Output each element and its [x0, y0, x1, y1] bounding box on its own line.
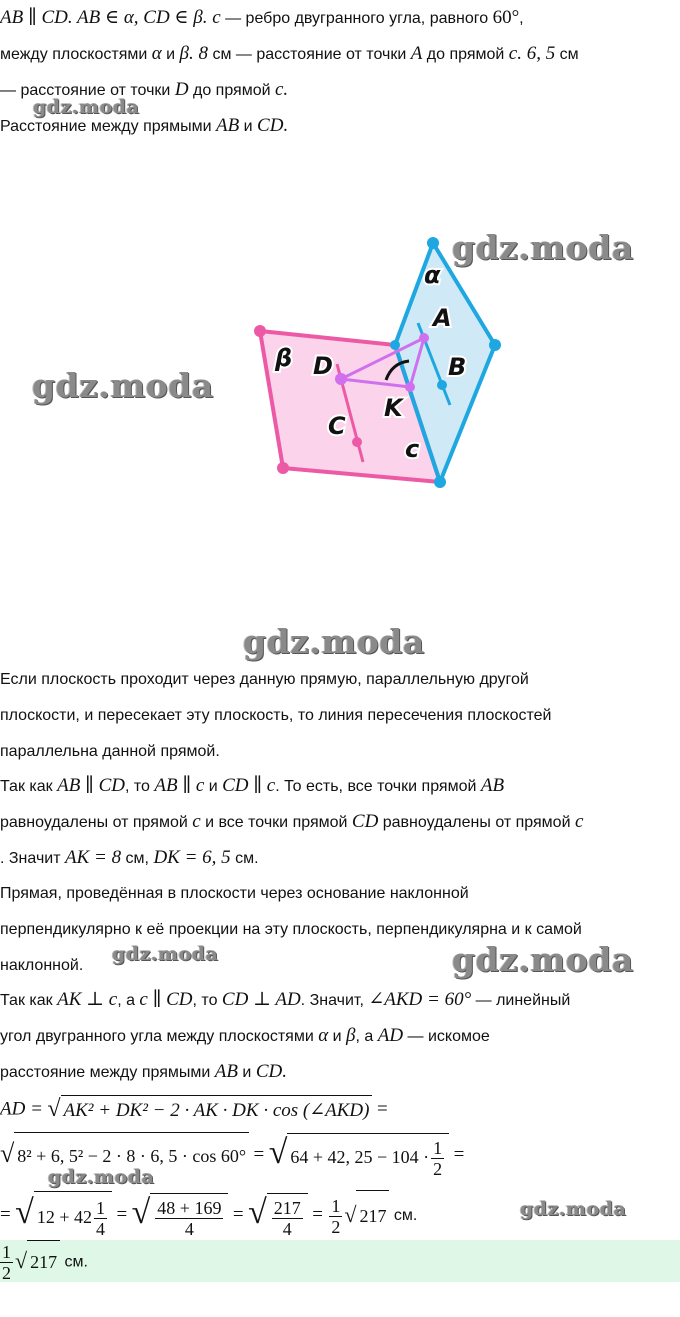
denominator: 4 — [282, 1219, 292, 1240]
radicand — [34, 1191, 112, 1244]
math: AB ∥ CD. AB ∈ α, CD ∈ β. c — [0, 7, 221, 28]
equals: = — [453, 1144, 465, 1166]
text: см. — [230, 850, 259, 867]
text: — расстояние от точки — [0, 82, 175, 99]
solution-line-1 — [0, 668, 529, 692]
formula-line-3 — [0, 1188, 417, 1244]
math: AB — [480, 775, 505, 796]
text: , — [519, 10, 524, 27]
text: см — расстояние от точки — [208, 46, 411, 63]
unit: см. — [60, 1253, 88, 1271]
text: и — [239, 118, 258, 135]
watermark: gdz.moda — [243, 622, 425, 661]
label-d: D — [313, 352, 333, 380]
solution-line-12 — [0, 1060, 287, 1085]
solution-line-3 — [0, 740, 220, 764]
solution-line-7 — [0, 882, 469, 906]
solution-line-11 — [0, 1024, 490, 1049]
vertex-bottom — [434, 476, 446, 488]
math: β. 8 — [179, 43, 209, 64]
math: A — [410, 43, 423, 64]
equals: = — [376, 1098, 388, 1120]
denominator: 2 — [331, 1216, 341, 1237]
text: параллельна данной прямой. — [0, 743, 220, 760]
answer-box — [0, 1240, 680, 1282]
label-b: B — [448, 353, 467, 381]
text: расстояние между прямыми — [0, 1064, 215, 1081]
math: c — [192, 811, 201, 832]
math: AB ∥ CD — [57, 775, 125, 796]
vertex-beta-left — [254, 325, 266, 337]
text: . То есть, все точки прямой — [275, 778, 481, 795]
radical-sign: √ — [47, 1096, 61, 1122]
watermark: gdz.moda — [520, 1198, 627, 1220]
point-d — [335, 373, 347, 385]
text: до прямой — [422, 46, 509, 63]
math: D — [174, 79, 189, 100]
text: равноудалены от прямой — [378, 814, 575, 831]
sqrt — [15, 1240, 60, 1285]
text: угол двугранного угла между плоскостями — [0, 1028, 319, 1045]
numerator: 217 — [273, 1198, 301, 1219]
solution-line-6 — [0, 846, 259, 871]
vertex-alpha-top — [427, 237, 439, 249]
text: между плоскостями — [0, 46, 152, 63]
math: c — [574, 811, 584, 832]
label-alpha: α — [424, 261, 441, 289]
math: β — [346, 1025, 356, 1046]
math: c ∥ CD — [139, 989, 193, 1010]
equals: = — [0, 1204, 11, 1226]
radicand — [267, 1193, 308, 1244]
sqrt — [248, 1188, 308, 1244]
numerator: 1 — [331, 1195, 341, 1216]
answer-value — [0, 1240, 88, 1285]
solution-line-5 — [0, 810, 583, 835]
text: и — [237, 1064, 256, 1081]
point-top-edge — [390, 340, 400, 350]
math: ∠AKD = 60° — [368, 989, 472, 1010]
equals: = — [232, 1204, 244, 1226]
numerator: 48 + 169 — [157, 1198, 222, 1219]
text: — искомое — [403, 1028, 490, 1045]
text: наклонной. — [0, 957, 84, 974]
text: — линейный — [471, 992, 571, 1009]
text: и — [161, 46, 180, 63]
text: Прямая, проведённая в плоскости через основание наклонной — [0, 885, 469, 902]
label-c-point: C — [328, 412, 346, 440]
solution-line-10 — [0, 988, 570, 1013]
radical-sign: √ — [131, 1194, 151, 1231]
math: CD — [351, 811, 379, 832]
watermark: gdz.moda — [32, 366, 214, 405]
solution-line-2 — [0, 704, 551, 728]
watermark: gdz.moda — [112, 943, 219, 965]
solution-line-4 — [0, 774, 504, 799]
math: c. — [275, 79, 289, 100]
equals: = — [253, 1144, 265, 1166]
math: DK = 6, 5 — [153, 847, 231, 868]
radicand — [287, 1133, 449, 1182]
math: α — [151, 43, 162, 64]
math: AK = 8 — [64, 847, 122, 868]
text: , то — [124, 778, 155, 795]
given-line-1 — [0, 6, 524, 31]
denominator: 4 — [96, 1219, 105, 1240]
radical-sign: √ — [248, 1194, 267, 1231]
radicand: 217 — [356, 1190, 389, 1241]
fraction — [272, 1198, 303, 1239]
label-beta: β — [275, 344, 293, 372]
radicand: 8² + 6, 5² − 2 · 8 · 6, 5 · cos 60° — [14, 1132, 249, 1179]
watermark: gdz.moda — [48, 1166, 155, 1188]
fraction — [0, 1242, 13, 1283]
sqrt — [15, 1188, 112, 1244]
math: c. 6, 5 — [508, 43, 556, 64]
text: Так как — [0, 778, 58, 795]
text: , а — [355, 1028, 378, 1045]
vertex-beta-bottom — [277, 462, 289, 474]
math: α — [318, 1025, 329, 1046]
numerator: 1 — [96, 1198, 105, 1219]
label-c-edge: c — [405, 435, 420, 463]
radical-sign: √ — [15, 1248, 28, 1273]
text: Расстояние между прямыми — [0, 118, 216, 135]
radical-sign: √ — [268, 1134, 288, 1171]
math: 64 + 42, 25 − 104 · — [290, 1147, 430, 1167]
unit: см. — [389, 1207, 418, 1225]
math: AD = — [0, 1098, 43, 1120]
watermark: gdz.moda — [452, 940, 634, 979]
given-line-2 — [0, 42, 579, 67]
solution-line-9 — [0, 954, 83, 978]
text: и — [328, 1028, 347, 1045]
text: Так как — [0, 992, 58, 1009]
label-k: K — [384, 394, 403, 422]
numerator: 1 — [433, 1138, 443, 1159]
sqrt — [47, 1094, 372, 1127]
text: см, — [121, 850, 154, 867]
formula-line-1 — [0, 1094, 388, 1127]
denominator: 2 — [433, 1159, 443, 1180]
point-k — [405, 382, 415, 392]
math: 60° — [492, 7, 520, 28]
sqrt — [132, 1188, 229, 1244]
text: плоскости, и пересекает эту плоскость, то линия пересечения плоскостей — [0, 707, 552, 724]
watermark: gdz.moda — [33, 96, 140, 118]
watermark: gdz.moda — [452, 228, 634, 267]
label-a: A — [433, 304, 452, 332]
math: AD — [377, 1025, 404, 1046]
fraction — [94, 1198, 107, 1239]
text: — ребро двугранного угла, равного — [220, 10, 493, 27]
text: , а — [117, 992, 140, 1009]
math: AB ∥ c — [154, 775, 205, 796]
fraction — [431, 1138, 444, 1179]
text: . Значит, — [300, 992, 369, 1009]
radicand — [150, 1193, 228, 1244]
radical-sign: √ — [15, 1194, 34, 1231]
text: до прямой — [188, 82, 275, 99]
point-c — [352, 437, 362, 447]
point-b — [437, 380, 447, 390]
text: равноудалены от прямой — [0, 814, 193, 831]
sqrt — [344, 1190, 389, 1243]
math: AB — [214, 1061, 238, 1082]
solution-line-8 — [0, 918, 582, 942]
text: . Значит — [0, 850, 65, 867]
equals: = — [312, 1204, 323, 1226]
point-a — [419, 333, 429, 343]
text: перпендикулярно к её проекции на эту плоскость, перпендикулярна и к самой — [0, 921, 582, 938]
math: 12 + 42 — [36, 1207, 92, 1227]
denominator: 4 — [184, 1219, 194, 1240]
vertex-alpha-right — [489, 339, 501, 351]
radicand: AK² + DK² − 2 · AK · DK · cos (∠AKD) — [61, 1095, 373, 1126]
math: AK ⊥ c — [57, 989, 118, 1010]
math: CD. — [257, 115, 289, 136]
text: и все точки прямой — [200, 814, 352, 831]
math: CD ⊥ AD — [221, 989, 301, 1010]
radical-sign: √ — [0, 1139, 15, 1168]
text: и — [204, 778, 223, 795]
fraction — [329, 1196, 342, 1237]
radicand: 217 — [27, 1240, 60, 1283]
sqrt — [269, 1130, 449, 1182]
text: см — [555, 46, 579, 63]
fraction — [155, 1198, 223, 1239]
radical-sign: √ — [344, 1201, 357, 1227]
math: AB — [216, 115, 240, 136]
numerator: 1 — [2, 1242, 11, 1262]
equals: = — [116, 1204, 128, 1226]
math: CD ∥ c — [222, 775, 276, 796]
text: , то — [192, 992, 222, 1009]
math: CD. — [255, 1061, 287, 1082]
denominator: 2 — [2, 1263, 11, 1283]
text: Если плоскость проходит через данную прямую, параллельную другой — [0, 671, 529, 688]
